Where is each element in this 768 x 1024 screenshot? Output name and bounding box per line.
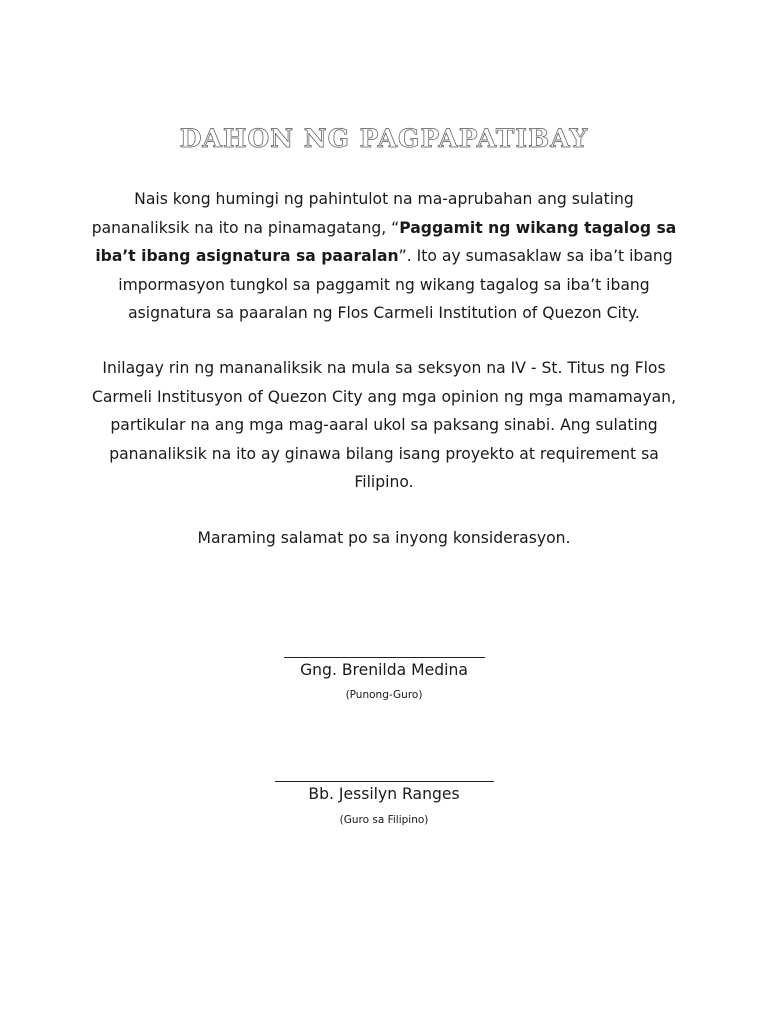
paragraph-request	[86, 185, 682, 328]
paragraph-description: Inilagay rin ng mananaliksik na mula sa seksyon na IV - St. Titus ng Flos Carmeli Institusyon of Quezon City ang mga opinion ng mga mamamayan, partikular na ang mga mag-aaral ukol sa paksang sinabi. Ang sulating pananaliksik na ito ay ginawa bilang isang proyekto at requirement sa Filipino.	[91, 359, 677, 491]
paragraph-request-continuation: ”. Ito ay sumasaklaw sa iba’t ibang impormasyon tungkol sa paggamit ng wikang tagalog sa iba’t ibang asignatura sa paaralan ng Flos Carmeli Institution of Quezon City.	[118, 247, 673, 322]
page-title: DAHON NG PAGPAPATIBAY	[179, 124, 589, 153]
signatory-name: Gng. Brenilda Medina	[300, 661, 468, 679]
research-title: Paggamit ng wikang tagalog sa iba’t ibang asignatura sa paaralan	[95, 218, 677, 265]
signature-line	[275, 781, 494, 782]
signatory-name: Bb. Jessilyn Ranges	[308, 785, 460, 803]
paragraph-request-text: Nais kong humingi ng pahintulot na ma-aprubahan ang sulating pananaliksik na ito na pinamagatang, “	[91, 190, 634, 237]
paragraph-thanks: Maraming salamat po sa inyong konsiderasyon.	[197, 529, 571, 547]
signature-line	[284, 657, 485, 658]
signatory-role: (Punong-Guro)	[345, 689, 423, 701]
signatory-role: (Guro sa Filipino)	[339, 814, 429, 826]
